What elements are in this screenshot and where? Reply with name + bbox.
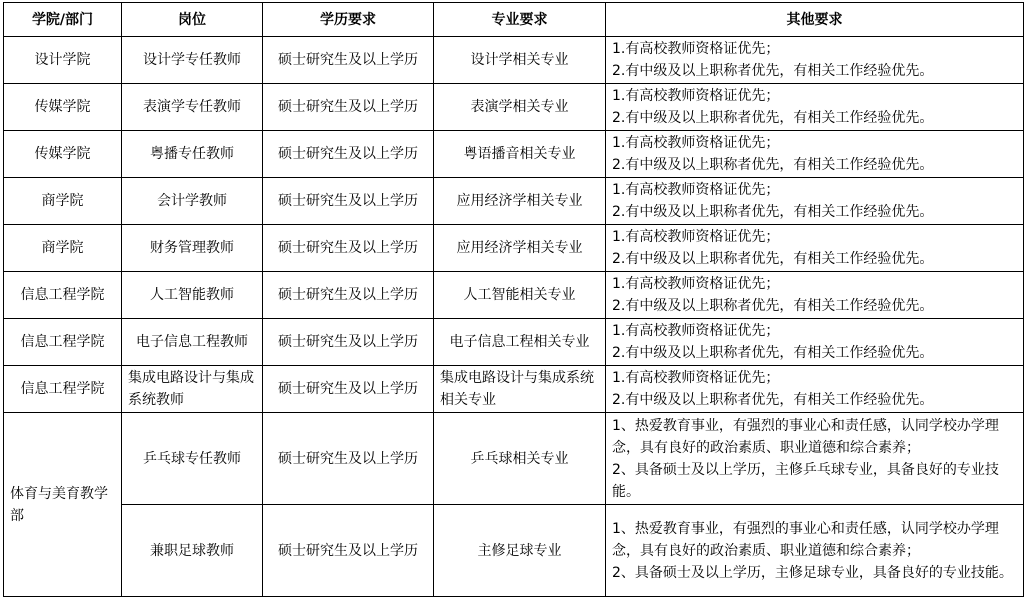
cell-major: 电子信息工程相关专业 [434, 319, 606, 366]
note-line: 2.有中级及以上职称者优先，有相关工作经验优先。 [612, 251, 934, 267]
cell-education: 硕士研究生及以上学历 [263, 505, 434, 597]
note-line: 2、具备硕士及以上学历，主修足球专业，具备良好的专业技能。 [612, 564, 1013, 581]
note-line: 1.有高校教师资格证优先； [612, 182, 780, 198]
table-row [4, 272, 1024, 319]
cell-major: 集成电路设计与集成系统相关专业 [434, 366, 606, 413]
cell-major: 设计学相关专业 [434, 37, 606, 84]
header-other: 其他要求 [606, 3, 1024, 37]
note-line: 2.有中级及以上职称者优先，有相关工作经验优先。 [612, 345, 934, 361]
header-major: 专业要求 [434, 3, 606, 37]
header-education: 学历要求 [263, 3, 434, 37]
cell-notes [606, 272, 1024, 319]
cell-dept: 商学院 [4, 225, 122, 272]
note-line: 2.有中级及以上职称者优先，有相关工作经验优先。 [612, 110, 934, 126]
note-line: 1.有高校教师资格证优先； [612, 323, 780, 339]
cell-notes [606, 505, 1024, 597]
cell-position: 乒乓球专任教师 [122, 413, 263, 505]
cell-education: 硕士研究生及以上学历 [263, 225, 434, 272]
cell-dept: 信息工程学院 [4, 366, 122, 413]
table-row [4, 505, 1024, 597]
cell-major: 人工智能相关专业 [434, 272, 606, 319]
note-line: 1.有高校教师资格证优先； [612, 41, 780, 57]
cell-education: 硕士研究生及以上学历 [263, 319, 434, 366]
cell-position: 兼职足球教师 [122, 505, 263, 597]
table-row [4, 84, 1024, 131]
note-line: 1.有高校教师资格证优先； [612, 88, 780, 104]
cell-education: 硕士研究生及以上学历 [263, 37, 434, 84]
note-line: 2.有中级及以上职称者优先，有相关工作经验优先。 [612, 157, 934, 173]
cell-notes [606, 413, 1024, 505]
cell-notes [606, 178, 1024, 225]
cell-major: 主修足球专业 [434, 505, 606, 597]
cell-dept: 信息工程学院 [4, 319, 122, 366]
cell-position: 电子信息工程教师 [122, 319, 263, 366]
cell-major: 乒乓球相关专业 [434, 413, 606, 505]
table-row [4, 366, 1024, 413]
cell-notes [606, 225, 1024, 272]
note-line: 2.有中级及以上职称者优先，有相关工作经验优先。 [612, 298, 934, 314]
cell-education: 硕士研究生及以上学历 [263, 131, 434, 178]
cell-notes [606, 37, 1024, 84]
cell-notes [606, 319, 1024, 366]
header-dept: 学院/部门 [4, 3, 122, 37]
cell-education: 硕士研究生及以上学历 [263, 366, 434, 413]
note-line: 1、热爱教育事业，有强烈的事业心和责任感，认同学校办学理念，具有良好的政治素质、职业道德和综合素养； [612, 520, 999, 559]
note-line: 2.有中级及以上职称者优先，有相关工作经验优先。 [612, 63, 934, 79]
note-line: 1.有高校教师资格证优先； [612, 370, 780, 386]
cell-education: 硕士研究生及以上学历 [263, 178, 434, 225]
table-row [4, 131, 1024, 178]
cell-position: 财务管理教师 [122, 225, 263, 272]
cell-position: 人工智能教师 [122, 272, 263, 319]
cell-notes [606, 84, 1024, 131]
cell-notes [606, 131, 1024, 178]
cell-major: 表演学相关专业 [434, 84, 606, 131]
cell-major: 粤语播音相关专业 [434, 131, 606, 178]
table-row [4, 37, 1024, 84]
cell-dept: 信息工程学院 [4, 272, 122, 319]
cell-position: 会计学教师 [122, 178, 263, 225]
table-row [4, 225, 1024, 272]
recruitment-table [3, 2, 1024, 597]
note-line: 1.有高校教师资格证优先； [612, 276, 780, 292]
header-row [4, 3, 1024, 37]
cell-education: 硕士研究生及以上学历 [263, 272, 434, 319]
note-line: 1.有高校教师资格证优先； [612, 135, 780, 151]
table-row [4, 413, 1024, 505]
cell-major: 应用经济学相关专业 [434, 178, 606, 225]
table-row [4, 319, 1024, 366]
table-row [4, 178, 1024, 225]
cell-education: 硕士研究生及以上学历 [263, 413, 434, 505]
note-line: 2.有中级及以上职称者优先，有相关工作经验优先。 [612, 392, 934, 408]
note-line: 2、具备硕士及以上学历，主修乒乓球专业，具备良好的专业技能。 [612, 461, 999, 500]
note-line: 2.有中级及以上职称者优先，有相关工作经验优先。 [612, 204, 934, 220]
cell-position: 集成电路设计与集成系统教师 [122, 366, 263, 413]
cell-position: 粤播专任教师 [122, 131, 263, 178]
cell-position: 表演学专任教师 [122, 84, 263, 131]
cell-dept: 商学院 [4, 178, 122, 225]
cell-notes [606, 366, 1024, 413]
cell-dept: 传媒学院 [4, 131, 122, 178]
cell-dept: 体育与美育教学部 [4, 413, 122, 597]
cell-dept: 传媒学院 [4, 84, 122, 131]
header-position: 岗位 [122, 3, 263, 37]
note-line: 1、热爱教育事业，有强烈的事业心和责任感，认同学校办学理念，具有良好的政治素质、职业道德和综合素养； [612, 417, 999, 456]
cell-education: 硕士研究生及以上学历 [263, 84, 434, 131]
note-line: 1.有高校教师资格证优先； [612, 229, 780, 245]
cell-position: 设计学专任教师 [122, 37, 263, 84]
cell-major: 应用经济学相关专业 [434, 225, 606, 272]
cell-dept: 设计学院 [4, 37, 122, 84]
